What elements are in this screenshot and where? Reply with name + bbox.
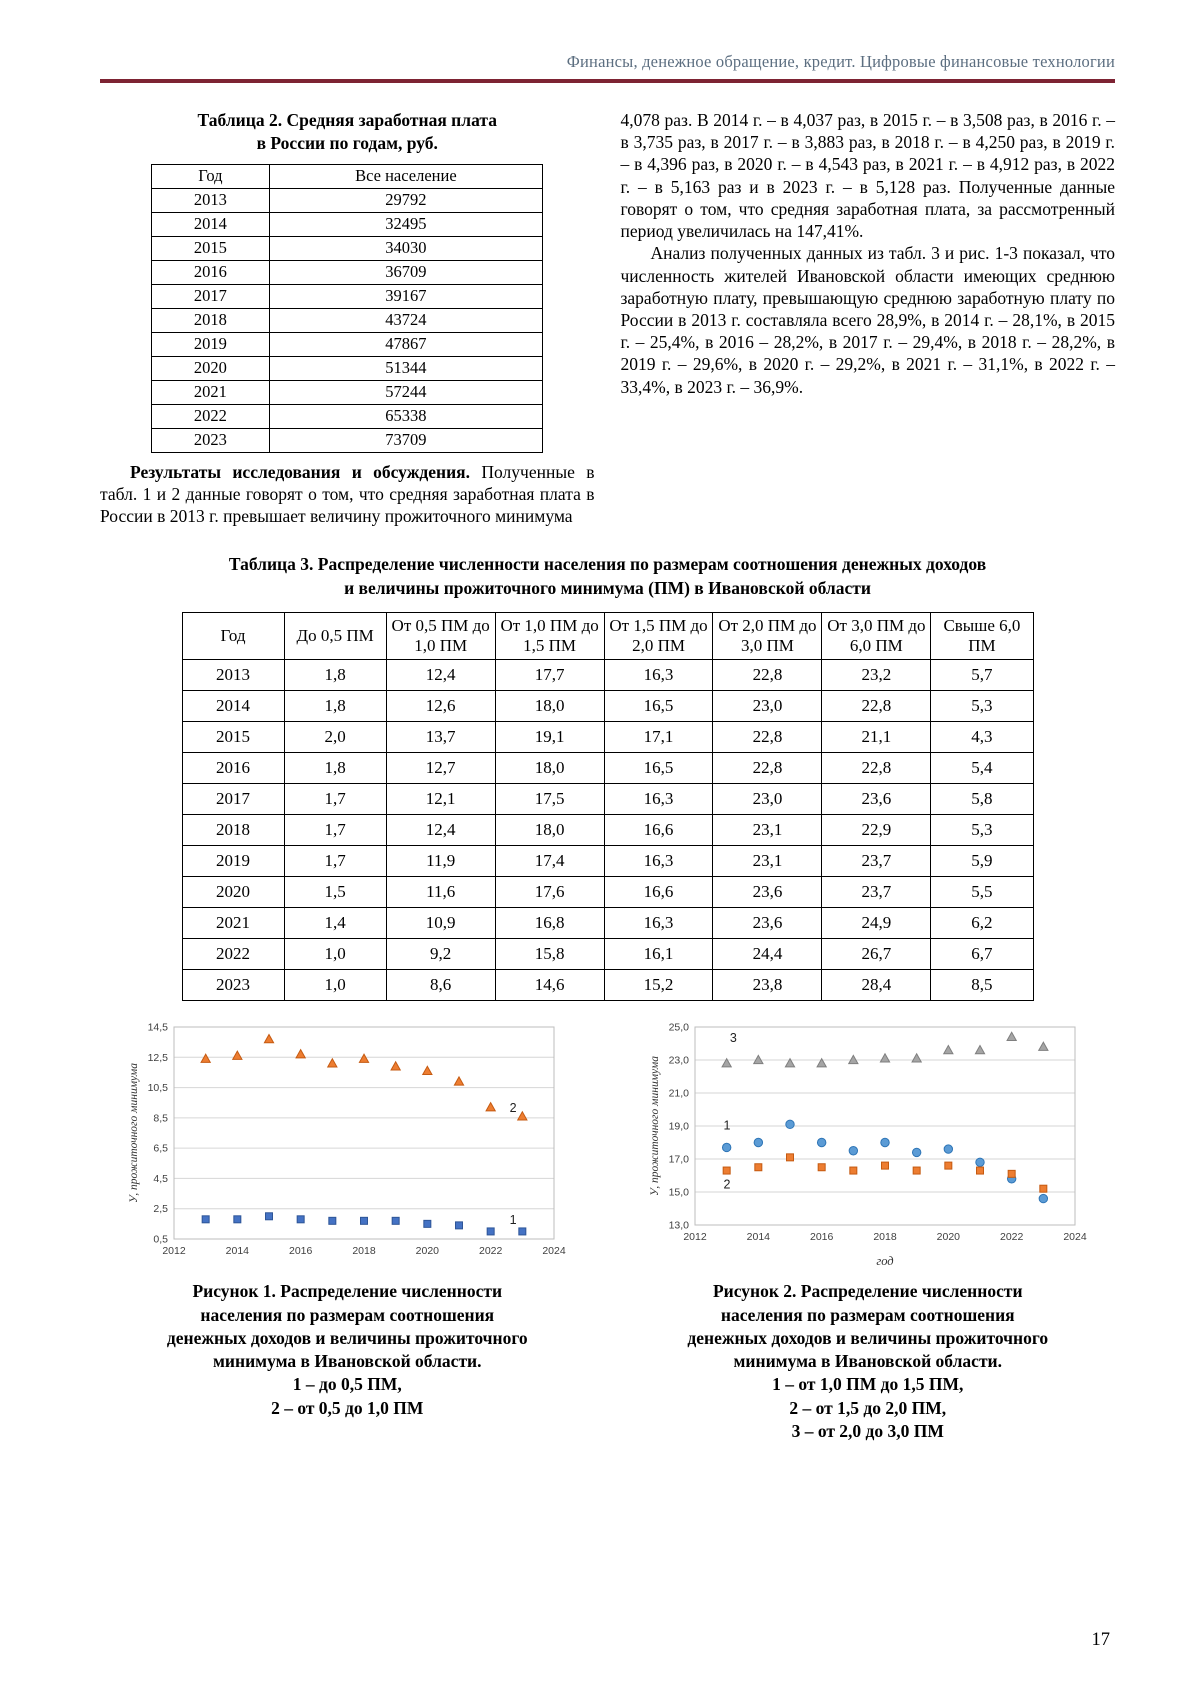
table-cell: 10,9 bbox=[386, 908, 495, 939]
y-tick-label: 17,0 bbox=[668, 1153, 689, 1166]
y-tick-label: 12,5 bbox=[147, 1052, 169, 1065]
table-cell: 2016 bbox=[182, 753, 284, 784]
table-cell: 16,8 bbox=[495, 908, 604, 939]
column-header: От 1,5 ПМ до 2,0 ПМ bbox=[604, 613, 713, 660]
table-cell: 5,3 bbox=[931, 815, 1033, 846]
x-tick-label: 2012 bbox=[683, 1231, 707, 1244]
table-cell: 26,7 bbox=[822, 939, 931, 970]
table-row bbox=[152, 308, 543, 332]
table-cell: 12,7 bbox=[386, 753, 495, 784]
right-column bbox=[621, 109, 1116, 527]
table-cell: 11,6 bbox=[386, 877, 495, 908]
salary-table bbox=[151, 164, 543, 453]
table-cell: 18,0 bbox=[495, 691, 604, 722]
table-row bbox=[182, 660, 1033, 691]
table2-title bbox=[100, 109, 595, 155]
table-row bbox=[152, 380, 543, 404]
table-row bbox=[182, 846, 1033, 877]
table-cell: 24,9 bbox=[822, 908, 931, 939]
column-header: Год bbox=[152, 164, 269, 188]
table2-title-line2: в России по годам, руб. bbox=[256, 132, 438, 153]
figure-caption-line: Рисунок 1. Распределение численности bbox=[192, 1281, 503, 1302]
x-tick-label: 2018 bbox=[352, 1245, 376, 1258]
column-header: От 0,5 ПМ до 1,0 ПМ bbox=[386, 613, 495, 660]
table-row bbox=[182, 877, 1033, 908]
table-row bbox=[182, 908, 1033, 939]
table-row bbox=[182, 784, 1033, 815]
table-cell: 11,9 bbox=[386, 846, 495, 877]
distribution-table bbox=[182, 612, 1034, 1001]
table2-title-line1: Таблица 2. Средняя заработная плата bbox=[197, 110, 497, 130]
figure-caption-line: 2 – от 1,5 до 2,0 ПМ, bbox=[789, 1397, 947, 1418]
figure-caption-line: населения по размерам соотношения bbox=[720, 1304, 1015, 1325]
table-cell: 1,5 bbox=[284, 877, 386, 908]
table3-title bbox=[100, 553, 1115, 600]
table-cell: 21,1 bbox=[822, 722, 931, 753]
y-tick-label: 8,5 bbox=[153, 1112, 169, 1125]
distribution-table-header-row bbox=[182, 613, 1033, 660]
figure-1 bbox=[100, 1015, 595, 1443]
table-cell: 23,6 bbox=[713, 877, 822, 908]
y-tick-label: 19,0 bbox=[668, 1120, 689, 1133]
table-cell: 22,8 bbox=[822, 691, 931, 722]
table-cell: 14,6 bbox=[495, 970, 604, 1001]
x-tick-label: 2014 bbox=[225, 1245, 250, 1258]
table-cell: 16,5 bbox=[604, 691, 713, 722]
table-cell: 16,3 bbox=[604, 784, 713, 815]
table-cell: 16,3 bbox=[604, 660, 713, 691]
table-cell: 23,7 bbox=[822, 846, 931, 877]
table-cell: 23,1 bbox=[713, 815, 822, 846]
results-heading: Результаты исследования и обсуждения. bbox=[130, 461, 471, 482]
y-tick-label: 23,0 bbox=[668, 1054, 689, 1067]
table-cell: 4,3 bbox=[931, 722, 1033, 753]
table-cell: 16,1 bbox=[604, 939, 713, 970]
table-cell: 28,4 bbox=[822, 970, 931, 1001]
figure-caption-line: населения по размерам соотношения bbox=[200, 1304, 495, 1325]
column-header: Свыше 6,0 ПМ bbox=[931, 613, 1033, 660]
table-cell: 36709 bbox=[269, 260, 543, 284]
table-cell: 15,2 bbox=[604, 970, 713, 1001]
column-header: От 3,0 ПМ до 6,0 ПМ bbox=[822, 613, 931, 660]
table-cell: 47867 bbox=[269, 332, 543, 356]
table-cell: 1,0 bbox=[284, 939, 386, 970]
table-cell: 12,4 bbox=[386, 660, 495, 691]
table-cell: 2013 bbox=[152, 188, 269, 212]
table-cell: 2015 bbox=[152, 236, 269, 260]
table-cell: 5,9 bbox=[931, 846, 1033, 877]
y-tick-label: 21,0 bbox=[668, 1087, 689, 1100]
figure-1-caption bbox=[167, 1280, 528, 1420]
y-tick-label: 6,5 bbox=[153, 1143, 169, 1156]
x-tick-label: 2022 bbox=[999, 1231, 1024, 1244]
table-cell: 22,8 bbox=[822, 753, 931, 784]
table-cell: 2017 bbox=[152, 284, 269, 308]
column-header: Год bbox=[182, 613, 284, 660]
table-cell: 12,6 bbox=[386, 691, 495, 722]
x-axis-title: год bbox=[876, 1254, 894, 1269]
table-cell: 2023 bbox=[182, 970, 284, 1001]
table-cell: 13,7 bbox=[386, 722, 495, 753]
x-tick-label: 2020 bbox=[936, 1231, 960, 1244]
table-cell: 16,3 bbox=[604, 846, 713, 877]
table-cell: 29792 bbox=[269, 188, 543, 212]
series-number-label: 3 bbox=[729, 1031, 737, 1046]
y-tick-label: 15,0 bbox=[668, 1186, 689, 1199]
table-cell: 1,8 bbox=[284, 660, 386, 691]
header-rule bbox=[100, 79, 1115, 83]
table-cell: 2016 bbox=[152, 260, 269, 284]
page-number: 17 bbox=[1091, 1630, 1110, 1650]
series-number-label: 2 bbox=[509, 1101, 517, 1116]
table-cell: 9,2 bbox=[386, 939, 495, 970]
table-row bbox=[152, 428, 543, 452]
table3-title-line1: Таблица 3. Распределение численности населения по размерам соотношения денежных доходов bbox=[228, 554, 987, 575]
figure-caption-line: 3 – от 2,0 до 3,0 ПМ bbox=[791, 1421, 944, 1441]
series-1-markers bbox=[202, 1213, 526, 1235]
y-tick-label: 10,5 bbox=[147, 1082, 169, 1095]
table-cell: 2013 bbox=[182, 660, 284, 691]
x-tick-label: 2024 bbox=[1063, 1231, 1087, 1244]
body-paragraph-ratios: 4,078 раз. В 2014 г. – в 4,037 раз, в 2015 г. – в 3,508 раз, в 2016 г. – в 3,735 раз, в 2017 г. – в 3,883 раз, в 2018 г. – в 4,250 раз, в 2019 г. – в 4,396 раз, в 2020 г. – в 4,543 раз, в 2021 г. – в 4,912 раз, в 2022 г. – в 5,163 раз и в 2023 г. – в 5,128 раз. Полученные данные говорят о том, что средняя заработная плата, за рассмотренный период увеличилась на 147,41%. bbox=[620, 110, 1115, 242]
table-cell: 12,1 bbox=[386, 784, 495, 815]
table-cell: 17,7 bbox=[495, 660, 604, 691]
results-paragraph bbox=[100, 461, 595, 528]
table-row bbox=[152, 236, 543, 260]
table-cell: 8,6 bbox=[386, 970, 495, 1001]
figure-caption-line: 1 – до 0,5 ПМ, bbox=[292, 1374, 402, 1395]
table-cell: 39167 bbox=[269, 284, 543, 308]
table-cell: 57244 bbox=[269, 380, 543, 404]
x-tick-label: 2024 bbox=[542, 1245, 566, 1258]
salary-table-header-row bbox=[152, 164, 543, 188]
y-axis-title: У, прожиточного минимума bbox=[648, 1056, 661, 1197]
column-header: От 2,0 ПМ до 3,0 ПМ bbox=[713, 613, 822, 660]
table-cell: 1,8 bbox=[284, 691, 386, 722]
y-tick-label: 13,0 bbox=[668, 1219, 689, 1232]
x-tick-label: 2012 bbox=[162, 1245, 186, 1258]
journal-header: Финансы, денежное обращение, кредит. Цифровые финансовые технологии bbox=[566, 52, 1115, 71]
table-cell: 23,6 bbox=[822, 784, 931, 815]
y-axis-title: У, прожиточного минимума bbox=[128, 1063, 141, 1204]
body-paragraph-analysis: Анализ полученных данных из табл. 3 и рис. 1-3 показал, что численность жителей Ивановской области имеющих среднюю заработную плату, превышающую среднюю заработную плату по России в 2013 г. составляла всего 28,9%, в 2014 г. – 28,1%, в 2015 г. – 25,4%, в 2016 – 28,2%, в 2017 г. – 29,4%, в 2018 г. – 28,2%, в 2019 г. – 29,6%, в 2020 г. – 29,2%, в 2021 г. – 31,1%, в 2022 г. – 33,4%, в 2023 г. – 36,9%. bbox=[620, 243, 1115, 397]
table-cell: 16,6 bbox=[604, 815, 713, 846]
figure-2 bbox=[621, 1015, 1116, 1443]
table-cell: 18,0 bbox=[495, 815, 604, 846]
figure-2-chart bbox=[645, 1015, 1091, 1271]
table-cell: 1,7 bbox=[284, 784, 386, 815]
table-cell: 23,0 bbox=[713, 691, 822, 722]
y-tick-label: 4,5 bbox=[153, 1173, 169, 1186]
table-cell: 5,7 bbox=[931, 660, 1033, 691]
figure-caption-line: 1 – от 1,0 ПМ до 1,5 ПМ, bbox=[772, 1374, 964, 1395]
table-row bbox=[152, 212, 543, 236]
series-1-markers bbox=[722, 1118, 1047, 1204]
table-row bbox=[182, 939, 1033, 970]
table-cell: 18,0 bbox=[495, 753, 604, 784]
table-cell: 23,7 bbox=[822, 877, 931, 908]
series-2-markers bbox=[201, 1035, 527, 1120]
figure-caption-line: денежных доходов и величины прожиточного bbox=[166, 1327, 528, 1348]
table-cell: 17,5 bbox=[495, 784, 604, 815]
table-cell: 8,5 bbox=[931, 970, 1033, 1001]
table-cell: 12,4 bbox=[386, 815, 495, 846]
table-cell: 2019 bbox=[152, 332, 269, 356]
table-cell: 17,1 bbox=[604, 722, 713, 753]
y-tick-label: 0,5 bbox=[153, 1233, 169, 1246]
table-row bbox=[152, 188, 543, 212]
table-row bbox=[152, 404, 543, 428]
column-header: До 0,5 ПМ bbox=[284, 613, 386, 660]
table-cell: 22,8 bbox=[713, 722, 822, 753]
table-cell: 23,8 bbox=[713, 970, 822, 1001]
table-cell: 17,4 bbox=[495, 846, 604, 877]
y-tick-label: 2,5 bbox=[153, 1203, 169, 1216]
table-cell: 5,8 bbox=[931, 784, 1033, 815]
table-row bbox=[182, 722, 1033, 753]
table-cell: 23,6 bbox=[713, 908, 822, 939]
table-cell: 16,5 bbox=[604, 753, 713, 784]
table-cell: 6,7 bbox=[931, 939, 1033, 970]
table-cell: 2014 bbox=[182, 691, 284, 722]
table-cell: 2018 bbox=[152, 308, 269, 332]
table-cell: 2,0 bbox=[284, 722, 386, 753]
top-two-column-section bbox=[100, 109, 1115, 527]
series-3-markers bbox=[722, 1033, 1048, 1068]
table-cell: 65338 bbox=[269, 404, 543, 428]
table-row bbox=[182, 970, 1033, 1001]
table-cell: 24,4 bbox=[713, 939, 822, 970]
x-tick-label: 2014 bbox=[746, 1231, 770, 1244]
table-cell: 2014 bbox=[152, 212, 269, 236]
column-header: Все население bbox=[269, 164, 543, 188]
y-tick-label: 14,5 bbox=[147, 1021, 169, 1034]
table-cell: 19,1 bbox=[495, 722, 604, 753]
table-cell: 16,3 bbox=[604, 908, 713, 939]
series-number-label: 2 bbox=[723, 1178, 731, 1193]
y-tick-label: 25,0 bbox=[668, 1021, 689, 1034]
table-cell: 1,4 bbox=[284, 908, 386, 939]
results-text: Полученные в табл. 1 и 2 данные говорят о том, что средняя заработная плата в России в 2013 г. превышает величину прожиточного минимума bbox=[100, 461, 595, 526]
table-row bbox=[182, 691, 1033, 722]
table-cell: 22,8 bbox=[713, 753, 822, 784]
figure-caption-line: денежных доходов и величины прожиточного bbox=[687, 1327, 1049, 1348]
table-cell: 1,8 bbox=[284, 753, 386, 784]
table-cell: 2020 bbox=[182, 877, 284, 908]
table-cell: 2022 bbox=[152, 404, 269, 428]
table-cell: 2017 bbox=[182, 784, 284, 815]
x-tick-label: 2016 bbox=[289, 1245, 313, 1258]
table-cell: 73709 bbox=[269, 428, 543, 452]
table-cell: 23,1 bbox=[713, 846, 822, 877]
table-cell: 23,2 bbox=[822, 660, 931, 691]
table-cell: 16,6 bbox=[604, 877, 713, 908]
table-cell: 5,5 bbox=[931, 877, 1033, 908]
table-cell: 1,0 bbox=[284, 970, 386, 1001]
figures-section bbox=[100, 1015, 1115, 1443]
table-cell: 22,9 bbox=[822, 815, 931, 846]
table-cell: 2022 bbox=[182, 939, 284, 970]
left-column bbox=[100, 109, 595, 527]
table-cell: 2018 bbox=[182, 815, 284, 846]
table-cell: 15,8 bbox=[495, 939, 604, 970]
figure-caption-line: минимума в Ивановской области. bbox=[733, 1351, 1002, 1372]
table-cell: 2015 bbox=[182, 722, 284, 753]
table-cell: 2021 bbox=[182, 908, 284, 939]
figure-1-chart bbox=[124, 1015, 570, 1271]
table-cell: 2020 bbox=[152, 356, 269, 380]
table-row bbox=[182, 815, 1033, 846]
x-tick-label: 2022 bbox=[479, 1245, 503, 1258]
figure-caption-line: 2 – от 0,5 до 1,0 ПМ bbox=[271, 1397, 424, 1418]
x-tick-label: 2018 bbox=[873, 1231, 897, 1244]
table-cell: 32495 bbox=[269, 212, 543, 236]
figure-caption-line: минимума в Ивановской области. bbox=[212, 1351, 482, 1372]
table-cell: 34030 bbox=[269, 236, 543, 260]
table-cell: 2021 bbox=[152, 380, 269, 404]
series-2-markers bbox=[723, 1154, 1047, 1192]
x-tick-label: 2016 bbox=[809, 1231, 834, 1244]
table-cell: 2019 bbox=[182, 846, 284, 877]
table-row bbox=[152, 356, 543, 380]
table-cell: 1,7 bbox=[284, 815, 386, 846]
table-cell: 5,3 bbox=[931, 691, 1033, 722]
figure-caption-line: Рисунок 2. Распределение численности bbox=[712, 1281, 1023, 1302]
table-cell: 1,7 bbox=[284, 846, 386, 877]
x-tick-label: 2020 bbox=[415, 1245, 440, 1258]
table-cell: 2023 bbox=[152, 428, 269, 452]
table-row bbox=[152, 260, 543, 284]
table3-title-line2: и величины прожиточного минимума (ПМ) в Ивановской области bbox=[344, 577, 871, 598]
figure-2-caption bbox=[687, 1280, 1048, 1443]
series-number-label: 1 bbox=[509, 1213, 517, 1228]
table-cell: 5,4 bbox=[931, 753, 1033, 784]
series-number-label: 1 bbox=[723, 1118, 731, 1133]
table-cell: 17,6 bbox=[495, 877, 604, 908]
table-row bbox=[182, 753, 1033, 784]
table-row bbox=[152, 284, 543, 308]
table-row bbox=[152, 332, 543, 356]
table-cell: 23,0 bbox=[713, 784, 822, 815]
table-cell: 6,2 bbox=[931, 908, 1033, 939]
table-cell: 22,8 bbox=[713, 660, 822, 691]
column-header: От 1,0 ПМ до 1,5 ПМ bbox=[495, 613, 604, 660]
table3-section bbox=[100, 553, 1115, 1001]
table-cell: 51344 bbox=[269, 356, 543, 380]
table-cell: 43724 bbox=[269, 308, 543, 332]
